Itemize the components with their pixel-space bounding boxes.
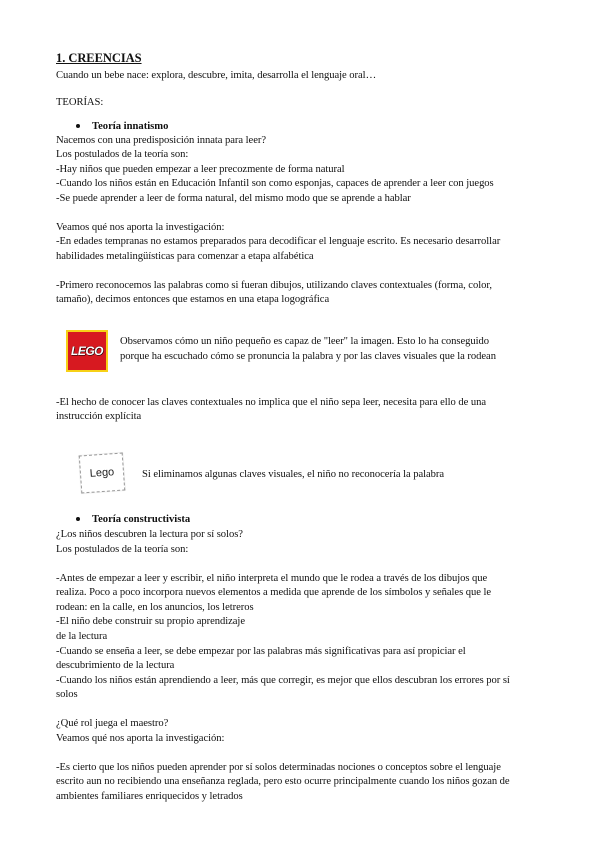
paragraph-line: -En edades tempranas no estamos preparados para decodificar el lenguaje escrito. Es necesario desarrollar — [56, 236, 501, 247]
paragraph-line: ¿Qué rol juega el maestro? — [56, 718, 169, 729]
paragraph-line: -El niño debe construir su propio aprendizaje — [56, 616, 245, 627]
paragraph-line: -Cuando se enseña a leer, se debe empezar por las palabras más significativas para así propiciar el — [56, 646, 466, 657]
paragraph-line: -Es cierto que los niños pueden aprender por sí solos determinadas nociones o conceptos sobre el lenguaje — [56, 762, 501, 773]
section-heading: 1. CREENCIAS — [56, 51, 142, 65]
paragraph-line: Veamos qué nos aporta la investigación: — [56, 222, 225, 233]
bullet-icon — [76, 124, 80, 128]
paragraph-line: Nacemos con una predisposición innata para leer? — [56, 135, 266, 146]
paragraph-line: realiza. Poco a poco incorpora nuevos elementos a medida que aprende de los símbolos y señales que le — [56, 587, 492, 598]
paragraph-line: Los postulados de la teoría son: — [56, 544, 189, 555]
paragraph-line: rodean: en la calle, en los anuncios, los letreros — [56, 602, 254, 613]
paragraph-line: de la lectura — [56, 631, 108, 642]
constructivism-title: Teoría constructivista — [92, 514, 191, 525]
innatism-title: Teoría innatismo — [92, 121, 169, 132]
intro-text: Cuando un bebe nace: explora, descubre, imita, desarrolla el lenguaje oral… — [56, 70, 377, 81]
paragraph-line: ambientes familiares enriquecidos y letrados — [56, 791, 243, 802]
paragraph-line: -Se puede aprender a leer de forma natural, del mismo modo que se aprende a hablar — [56, 193, 411, 204]
paragraph-line: descubrimiento de la lectura — [56, 660, 175, 671]
lego-logo-text: LEGO — [70, 344, 103, 358]
paragraph-line: Veamos qué nos aporta la investigación: — [56, 733, 225, 744]
paragraph-line: -Primero reconocemos las palabras como si fueran dibujos, utilizando claves contextuales (forma, color, — [56, 280, 492, 291]
lego-caption-line: Observamos cómo un niño pequeño es capaz de "leer" la imagen. Esto lo ha conseguido — [120, 336, 489, 347]
paragraph-line: instrucción explícita — [56, 411, 142, 422]
lego-logo-image — [66, 330, 108, 372]
paragraph-line: -Hay niños que pueden empezar a leer precozmente de forma natural — [56, 164, 345, 175]
lego-plain-caption: Si eliminamos algunas claves visuales, el niño no reconocería la palabra — [142, 469, 445, 480]
constructivism-heading — [76, 514, 190, 525]
innatism-heading — [76, 121, 168, 132]
paragraph-line: Los postulados de la teoría son: — [56, 149, 189, 160]
paragraph-line: tamaño), decimos entonces que estamos en una etapa logográfica — [56, 294, 330, 305]
paragraph-line: -Cuando los niños están aprendiendo a leer, más que corregir, es mejor que ellos descubran los errores por sí — [56, 675, 510, 686]
paragraph-line: solos — [56, 689, 78, 700]
lego-plain-image — [79, 453, 126, 494]
lego-plain-text: Lego — [89, 466, 115, 480]
paragraph-line: habilidades metalingüísticas para comenzar a etapa alfabética — [56, 251, 314, 262]
bullet-icon — [76, 517, 80, 521]
paragraph-line: escrito aun no recibiendo una enseñanza reglada, pero esto ocurre principalmente cuando los niños gozan de — [56, 776, 510, 787]
paragraph-line: ¿Los niños descubren la lectura por sí solos? — [56, 529, 243, 540]
theories-label: TEORÍAS: — [56, 97, 104, 108]
paragraph-line: -Antes de empezar a leer y escribir, el niño interpreta el mundo que le rodea a través de los dibujos que — [56, 573, 488, 584]
paragraph-line: -El hecho de conocer las claves contextuales no implica que el niño sepa leer, necesita para ello de una — [56, 397, 487, 408]
paragraph-line: -Cuando los niños están en Educación Infantil son como esponjas, capaces de aprender a leer con juegos — [56, 178, 494, 189]
lego-caption-line: porque ha escuchado cómo se pronuncia la palabra y por las claves visuales que la rodean — [120, 351, 496, 362]
